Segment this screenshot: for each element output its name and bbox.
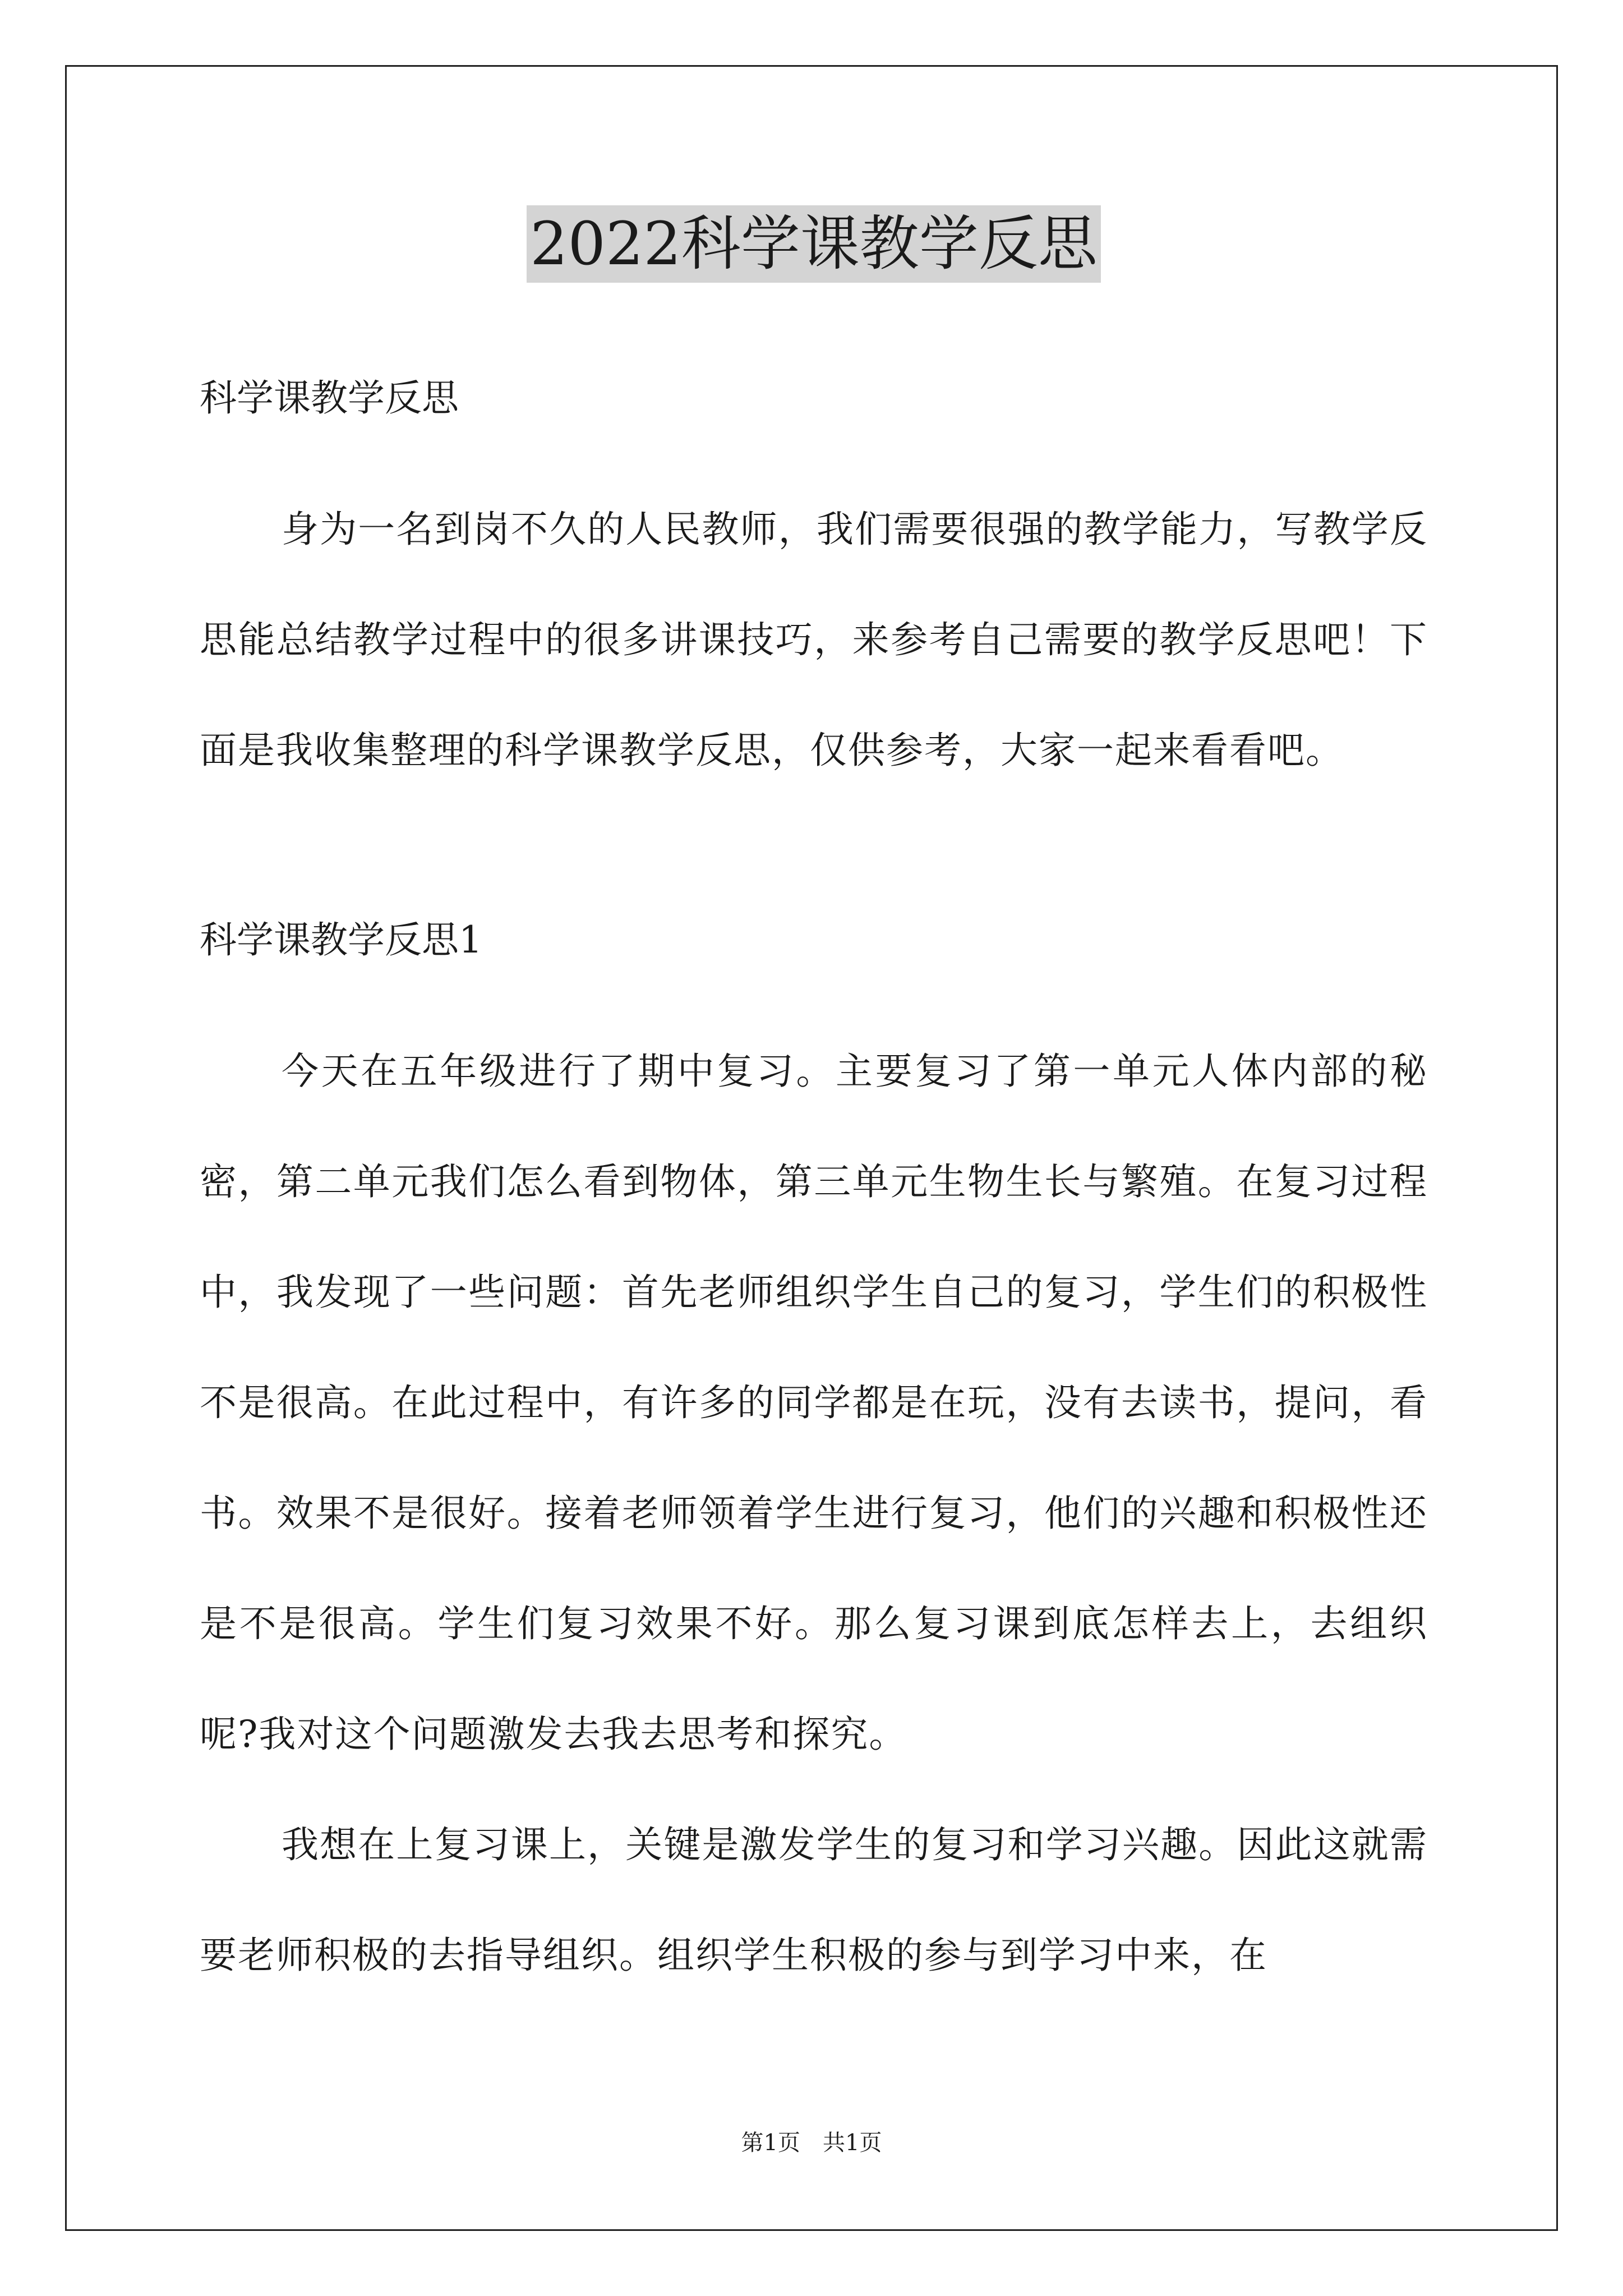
document-title-text: 2022科学课教学反思 <box>527 205 1101 283</box>
page-total: 共1页 <box>823 2130 882 2156</box>
paragraph: 今天在五年级进行了期中复习。主要复习了第一单元人体内部的秘密，第二单元我们怎么看到物体，第三单元生物生长与繁殖。在复习过程中，我发现了一些问题：首先老师组织学生自己的复习，学生们的积极性不是很高。在此过程中，有许多的同学都是在玩，没有去读书，提问，看书。效果不是很好。接着老师领着学生进行复习，他们的兴趣和积极性还是不是很高。学生们复习效果不好。那么复习课到底怎样去上，去组织呢?我对这个问题激发去我去思考和探究。 <box>200 1050 1428 1756</box>
document-title <box>200 202 1428 286</box>
section-heading: 科学课教学反思 <box>200 376 459 420</box>
paragraph: 身为一名到岗不久的人民教师，我们需要很强的教学能力，写教学反思能总结教学过程中的很多讲课技巧，来参考自己需要的教学反思吧！下面是我收集整理的科学课教学反思，仅供参考，大家一起来看看吧。 <box>200 508 1428 772</box>
page-number: 第1页 <box>741 2130 800 2156</box>
page-footer <box>0 2126 1623 2160</box>
section-heading: 科学课教学反思1 <box>200 918 482 961</box>
paragraph: 我想在上复习课上，关键是激发学生的复习和学习兴趣。因此这就需要老师积极的去指导组织。组织学生积极的参与到学习中来，在 <box>200 1823 1428 1977</box>
document-body <box>200 191 1428 2010</box>
